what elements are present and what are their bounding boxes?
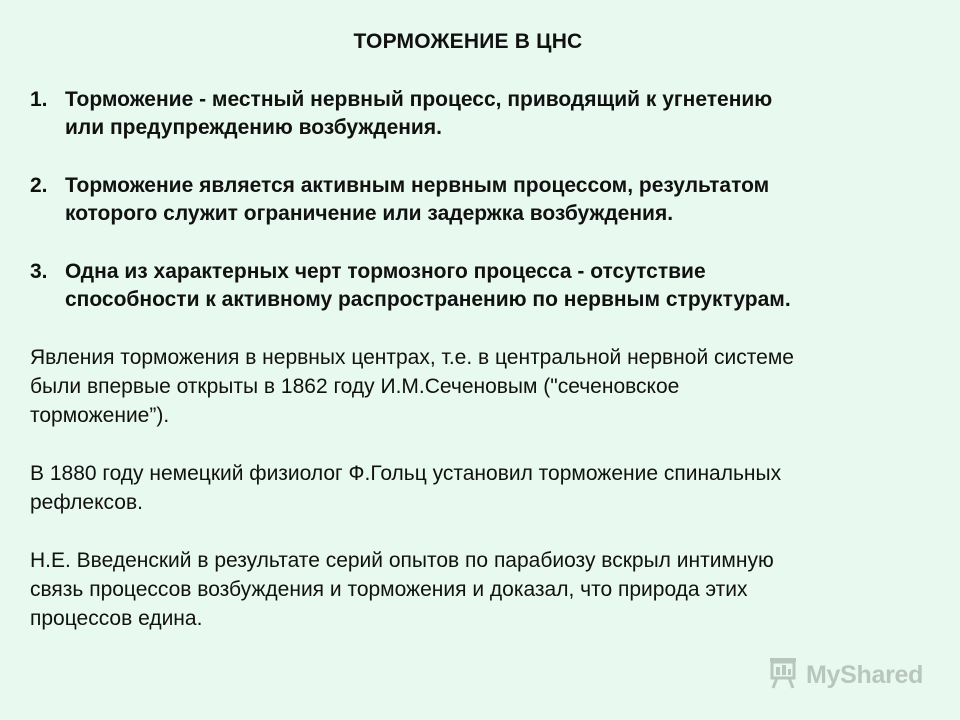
slide-title: ТОРМОЖЕНИЕ В ЦНС xyxy=(353,30,583,53)
list-item-line: Торможение является активным нервным процессом, результатом xyxy=(65,174,770,197)
paragraph-line: процессов едина. xyxy=(30,607,203,630)
paragraph-line: связь процессов возбуждения и торможения и доказал, что природа этих xyxy=(30,578,748,601)
list-item-number: 3. xyxy=(30,260,48,283)
paragraph-line: Явления торможения в нервных центрах, т.е. в центральной нервной системе xyxy=(30,346,794,369)
paragraph-line: торможение”). xyxy=(30,404,170,427)
presentation-board-icon xyxy=(766,656,800,695)
paragraph-line: были впервые открыты в 1862 году И.М.Сеченовым ("сеченовское xyxy=(30,375,680,398)
watermark-text: MyShared xyxy=(806,661,924,689)
list-item xyxy=(30,258,930,314)
watermark-logo xyxy=(766,656,923,695)
paragraphs xyxy=(30,343,930,662)
paragraph-goltz xyxy=(30,459,930,517)
list-item-line: или предупреждению возбуждения. xyxy=(65,116,442,139)
list-item-line: которого служит ограничение или задержка возбуждения. xyxy=(65,202,674,225)
paragraph-line: В 1880 году немецкий физиолог Ф.Гольц установил торможение спинальных xyxy=(30,462,782,485)
paragraph-vvedensky xyxy=(30,546,930,633)
paragraph-line: рефлексов. xyxy=(30,491,143,514)
list-item-number: 1. xyxy=(30,88,48,111)
paragraph-sechenov xyxy=(30,343,930,430)
list-item-line: Одна из характерных черт тормозного процесса - отсутствие xyxy=(65,260,706,283)
numbered-list xyxy=(30,86,930,344)
list-item-number: 2. xyxy=(30,174,48,197)
list-item-line: способности к активному распространению по нервным структурам. xyxy=(65,288,791,311)
list-item xyxy=(30,172,930,228)
list-item xyxy=(30,86,930,142)
list-item-line: Торможение - местный нервный процесс, приводящий к угнетению xyxy=(65,88,773,111)
paragraph-line: Н.Е. Введенский в результате серий опытов по парабиозу вскрыл интимную xyxy=(30,549,774,572)
